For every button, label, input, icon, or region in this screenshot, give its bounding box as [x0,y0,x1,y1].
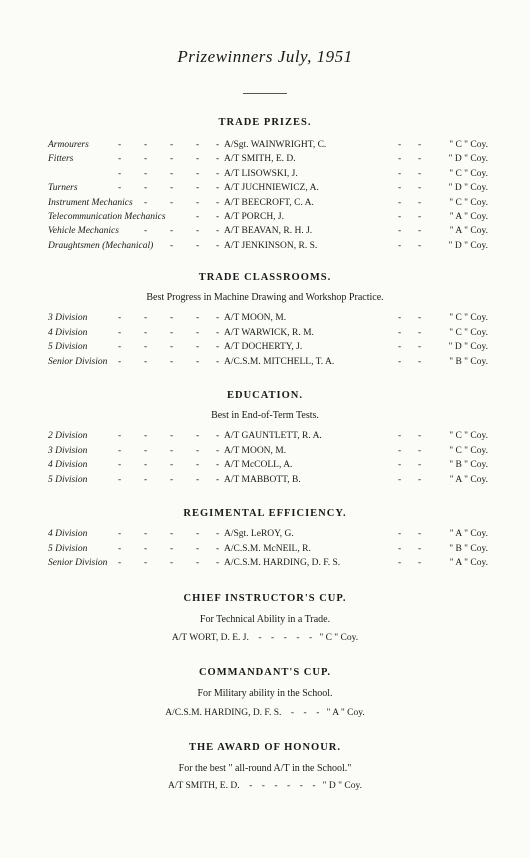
company-label: " C " Coy. [449,197,488,208]
leader-dash: - [398,154,402,165]
leader-dash: - [398,474,402,485]
category-label: 4 Division [48,327,88,338]
leader-dash: - [216,168,220,179]
award-of-honour-winner: A/T SMITH, E. D. - - - - - - " D " Coy. [167,781,363,791]
leader-dash: - [118,431,122,441]
leader-dash: - [170,342,174,352]
category-label: Vehicle Mechanics [48,226,119,237]
chief-instructor-cup-heading: CHIEF INSTRUCTOR'S CUP. [183,593,347,604]
leader-dash: - [118,342,122,352]
leader-dash: - [418,543,422,554]
leader-dash: - [216,474,220,485]
commandant-cup-heading: COMMANDANT'S CUP. [198,667,332,678]
leader-dash: - [144,431,148,441]
leader-dash: - [144,154,148,165]
leader-dash: - [118,313,122,323]
leader-dash: - [144,356,148,367]
leader-dash: - [196,327,200,338]
leader-dash: - [398,356,402,367]
leader-dash: - [170,558,174,568]
category-label: Fitters [48,154,74,165]
leader-dash: - [418,342,422,352]
leader-dash: - [196,183,200,194]
leader-dash: - [170,183,174,194]
leader-dash: - [170,327,174,338]
prize-row [48,197,488,210]
leader-dash: - [418,313,422,323]
leader-dash: - [118,529,122,539]
leader-dash: - [398,226,402,237]
prize-row [48,356,488,369]
prize-row [48,182,488,195]
prize-row [48,139,488,152]
leader-dash: - [118,327,122,338]
company-label: " C " Coy. [449,445,488,456]
winner-name: A/T BEAVAN, R. H. J. [224,226,313,237]
leader-dash: - [144,313,148,323]
leader-dash: - [118,140,122,150]
category-label: Draughtsmen (Mechanical) [48,240,154,251]
leader-dash: - [118,183,122,194]
leader-dash: - [144,543,148,554]
trade-classrooms-subtitle: Best Progress in Machine Drawing and Workshop Practice. [146,292,384,303]
leader-dash: - [398,342,402,352]
company-label: " A " Coy. [449,529,488,539]
leader-dash: - [144,529,148,539]
leader-dash: - [118,474,122,485]
leader-dash: - [170,474,174,485]
leader-dash: - [170,356,174,367]
leader-dash: - [216,240,220,251]
company-label: " A " Coy. [449,474,488,485]
company-label: " D " Coy. [448,183,488,194]
leader-dash: - [170,154,174,165]
leader-dash: - [216,543,220,554]
leader-dash: - [196,558,200,568]
category-label: 4 Division [48,460,88,470]
leader-dash: - [216,212,220,222]
company-label: " A " Coy. [449,212,488,222]
leader-dash: - [216,342,220,352]
leader-dash: - [216,327,220,338]
leader-dash: - [118,445,122,456]
leader-dash: - [418,460,422,470]
leader-dash: - [196,460,200,470]
company-label: " B " Coy. [449,356,488,367]
leader-dash: - [418,356,422,367]
prize-row [48,225,488,238]
trade-classrooms-heading: TRADE CLASSROOMS. [198,272,332,283]
prize-row [48,327,488,340]
leader-dash: - [196,342,200,352]
leader-dash: - [118,558,122,568]
leader-dash: - [196,240,200,251]
leader-dash: - [216,313,220,323]
commandant-cup-winner: A/C.S.M. HARDING, D. F. S. - - - " A " Coy. [165,708,365,718]
company-label: " C " Coy. [449,168,488,179]
winner-name: A/Sgt. WAINWRIGHT, C. [224,140,327,150]
leader-dash: - [144,327,148,338]
leader-dash: - [144,183,148,194]
leader-dash: - [196,356,200,367]
leader-dash: - [216,460,220,470]
winner-name: A/Sgt. LeROY, G. [224,529,294,539]
leader-dash: - [418,212,422,222]
leader-dash: - [144,168,148,179]
leader-dash: - [196,168,200,179]
company-label: " D " Coy. [448,342,488,352]
prize-row [48,557,488,570]
leader-dash: - [196,212,200,222]
prize-row [48,312,488,325]
category-label: Telecommunication Mechanics [48,212,166,222]
prize-row [48,474,488,487]
leader-dash: - [118,168,122,179]
prize-row [48,153,488,166]
leader-dash: - [398,168,402,179]
winner-name: A/T WARWICK, R. M. [224,327,314,338]
leader-dash: - [398,183,402,194]
winner-name: A/C.S.M. HARDING, D. F. S. [224,558,341,568]
leader-dash: - [144,342,148,352]
page-title: Prizewinners July, 1951 [177,47,353,66]
leader-dash: - [418,197,422,208]
winner-name: A/T JENKINSON, R. S. [224,240,318,251]
company-label: " B " Coy. [449,460,488,470]
trade-prizes-heading: TRADE PRIZES. [218,117,312,128]
leader-dash: - [118,154,122,165]
leader-dash: - [418,327,422,338]
leader-dash: - [216,529,220,539]
leader-dash: - [144,558,148,568]
leader-dash: - [216,183,220,194]
leader-dash: - [170,460,174,470]
winner-name: A/T MOON, M. [224,313,287,323]
leader-dash: - [418,183,422,194]
leader-dash: - [398,445,402,456]
leader-dash: - [118,460,122,470]
regimental-efficiency-heading: REGIMENTAL EFFICIENCY. [183,508,347,519]
company-label: " C " Coy. [449,140,488,150]
leader-dash: - [398,240,402,251]
company-label: " C " Coy. [449,313,488,323]
leader-dash: - [398,529,402,539]
prize-row [48,430,488,443]
leader-dash: - [398,140,402,150]
title-divider [243,93,287,94]
leader-dash: - [196,140,200,150]
winner-name: A/T DOCHERTY, J. [224,342,303,352]
category-label: 5 Division [48,342,88,352]
category-label: Instrument Mechanics [48,197,133,208]
award-of-honour-heading: THE AWARD OF HONOUR. [188,742,342,753]
leader-dash: - [418,154,422,165]
leader-dash: - [196,154,200,165]
leader-dash: - [118,356,122,367]
prize-row [48,341,488,354]
leader-dash: - [144,474,148,485]
leader-dash: - [398,313,402,323]
category-label: 4 Division [48,529,88,539]
leader-dash: - [170,431,174,441]
leader-dash: - [418,140,422,150]
leader-dash: - [170,226,174,237]
category-label: 5 Division [48,543,88,554]
leader-dash: - [216,445,220,456]
chief-instructor-cup-winner: A/T WORT, D. E. J. - - - - - " C " Coy. [171,633,359,643]
leader-dash: - [398,558,402,568]
company-label: " C " Coy. [449,327,488,338]
leader-dash: - [170,240,174,251]
leader-dash: - [170,197,174,208]
category-label: Turners [48,183,78,194]
category-label: 3 Division [48,313,88,323]
leader-dash: - [118,543,122,554]
leader-dash: - [196,474,200,485]
leader-dash: - [398,327,402,338]
leader-dash: - [418,226,422,237]
leader-dash: - [418,168,422,179]
leader-dash: - [196,529,200,539]
commandant-cup-subtitle: For Military ability in the School. [197,688,333,699]
winner-name: A/T LISOWSKI, J. [224,168,298,179]
winner-name: A/T GAUNTLETT, R. A. [224,431,322,441]
leader-dash: - [170,168,174,179]
education-heading: EDUCATION. [226,390,304,401]
leader-dash: - [196,431,200,441]
leader-dash: - [196,226,200,237]
category-label: Senior Division [48,356,108,367]
leader-dash: - [216,140,220,150]
winner-name: A/C.S.M. MITCHELL, T. A. [224,356,335,367]
leader-dash: - [170,543,174,554]
winner-name: A/T MABBOTT, B. [224,474,301,485]
leader-dash: - [216,197,220,208]
prize-row [48,240,488,253]
prize-row [48,445,488,458]
leader-dash: - [170,313,174,323]
company-label: " A " Coy. [449,226,488,237]
leader-dash: - [144,197,148,208]
winner-name: A/T McCOLL, A. [224,460,293,470]
prize-row [48,543,488,556]
category-label: Armourers [48,140,89,150]
company-label: " A " Coy. [449,558,488,568]
chief-instructor-cup-subtitle: For Technical Ability in a Trade. [199,614,331,625]
leader-dash: - [216,154,220,165]
leader-dash: - [196,197,200,208]
leader-dash: - [170,140,174,150]
leader-dash: - [196,543,200,554]
leader-dash: - [144,445,148,456]
leader-dash: - [418,431,422,441]
winner-name: A/T MOON, M. [224,445,287,456]
leader-dash: - [398,431,402,441]
education-subtitle: Best in End-of-Term Tests. [211,410,319,421]
leader-dash: - [216,431,220,441]
winner-name: A/T PORCH, J. [224,212,285,222]
company-label: " D " Coy. [448,240,488,251]
leader-dash: - [216,558,220,568]
company-label: " B " Coy. [449,543,488,554]
prize-row [48,168,488,181]
leader-dash: - [144,226,148,237]
prize-row [48,459,488,472]
winner-name: A/T SMITH, E. D. [224,154,296,165]
leader-dash: - [398,460,402,470]
leader-dash: - [398,197,402,208]
leader-dash: - [216,226,220,237]
prize-row [48,528,488,541]
leader-dash: - [170,445,174,456]
leader-dash: - [144,140,148,150]
leader-dash: - [418,474,422,485]
winner-name: A/C.S.M. McNEIL, R. [224,543,311,554]
winner-name: A/T BEECROFT, C. A. [224,197,314,208]
leader-dash: - [418,240,422,251]
company-label: " C " Coy. [449,431,488,441]
leader-dash: - [196,313,200,323]
leader-dash: - [398,543,402,554]
leader-dash: - [216,356,220,367]
leader-dash: - [196,445,200,456]
award-of-honour-subtitle: For the best " all-round A/T in the School." [178,763,352,774]
leader-dash: - [418,558,422,568]
leader-dash: - [418,529,422,539]
leader-dash: - [418,445,422,456]
category-label: 3 Division [48,445,88,456]
category-label: 5 Division [48,474,88,485]
leader-dash: - [398,212,402,222]
category-label: 2 Division [48,431,88,441]
category-label: Senior Division [48,558,108,568]
prize-row [48,211,488,224]
company-label: " D " Coy. [448,154,488,165]
leader-dash: - [170,529,174,539]
leader-dash: - [144,460,148,470]
winner-name: A/T JUCHNIEWICZ, A. [224,183,319,194]
